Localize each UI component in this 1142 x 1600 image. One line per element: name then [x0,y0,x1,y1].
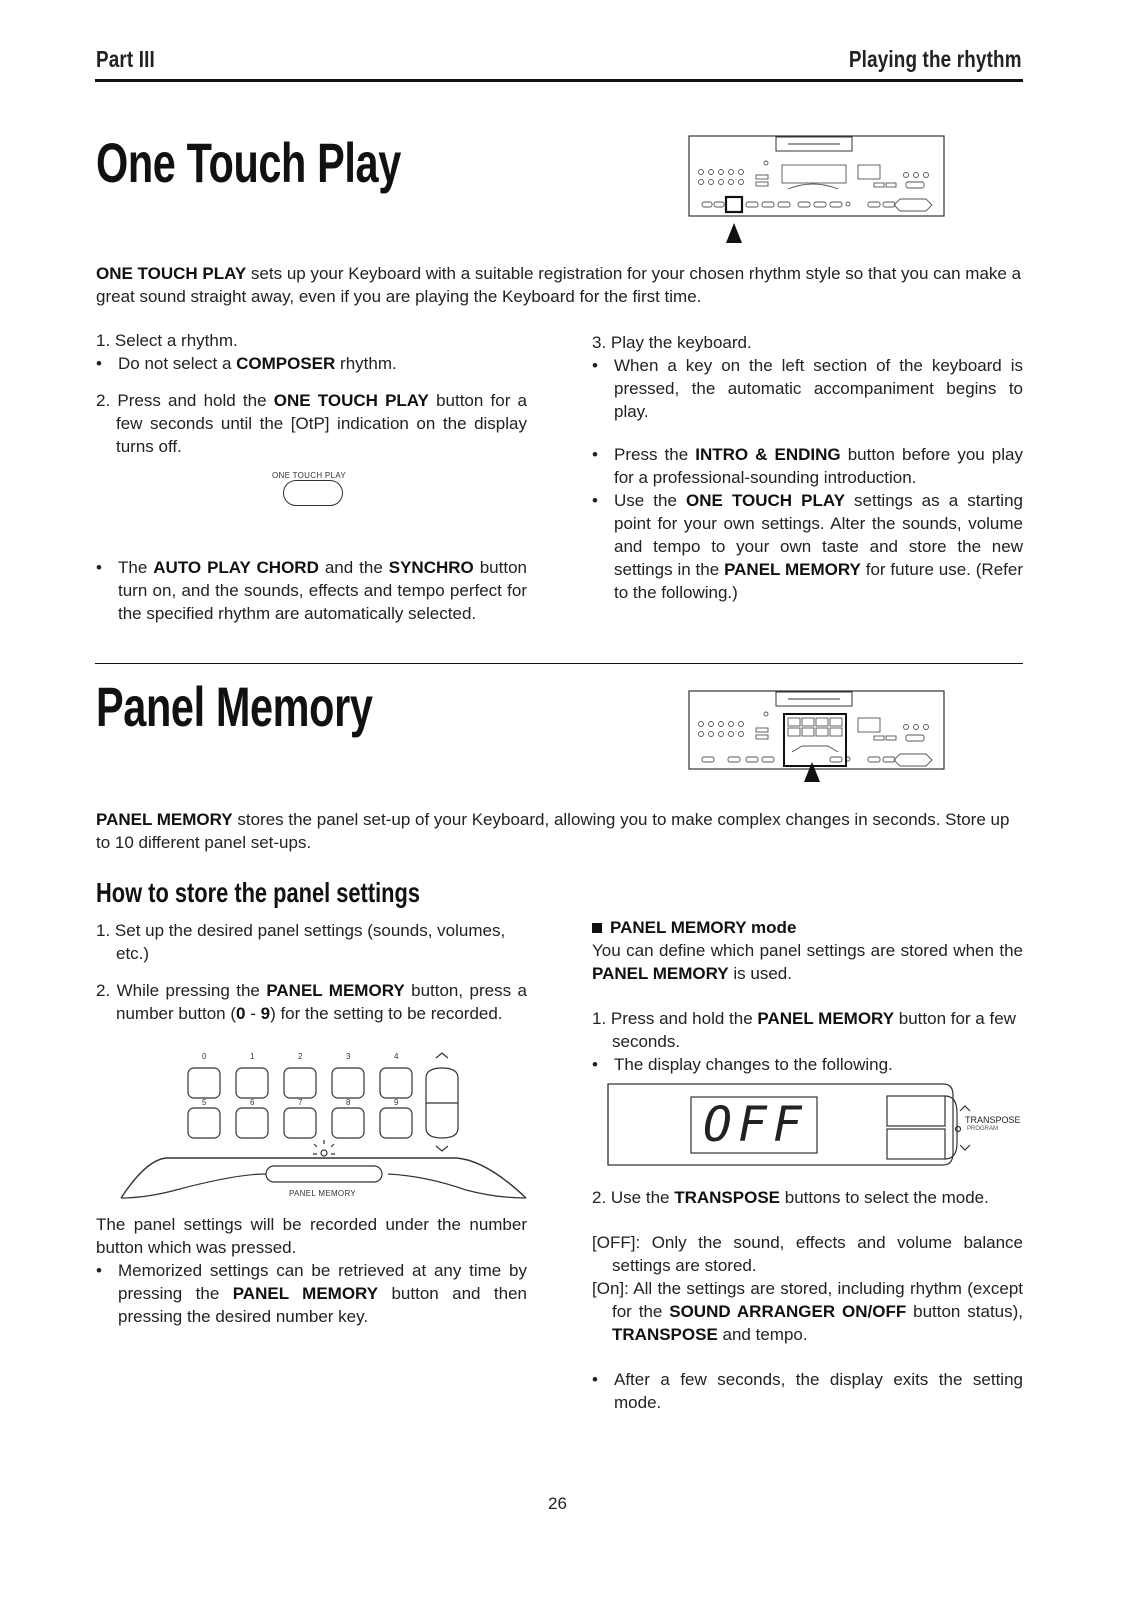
digit-label: 1 [250,1052,255,1061]
exit-note: • After a few seconds, the display exits the setting mode. [592,1370,1023,1412]
digit-label: 0 [202,1052,207,1061]
mode-step-2: 2. Use the TRANSPOSE buttons to select the mode. [592,1188,989,1207]
digit-label: 5 [202,1098,207,1107]
panel-memory-button[interactable] [266,1166,382,1182]
number-button[interactable] [188,1108,220,1138]
panel-memory-left-after [96,1213,527,1328]
panel-memory-left-column [96,919,527,1025]
mode-step-1-note: • The display changes to the following. [592,1055,893,1074]
up-arrow-icon [436,1053,448,1058]
digit-label: 7 [298,1098,303,1107]
digit-label: 8 [346,1098,351,1107]
keyboard-panel-diagram-panel-memory [688,690,948,785]
intro-bold: ONE TOUCH PLAY [96,264,247,283]
number-button[interactable] [284,1068,316,1098]
number-button[interactable] [284,1108,316,1138]
section-label: Playing the rhythm [849,46,1022,72]
one-touch-button-figure [96,458,527,556]
down-arrow-icon [960,1145,970,1150]
panel-memory-intro: PANEL MEMORY stores the panel set-up of your Keyboard, allowing you to make complex changes in seconds. Store up to 10 different panel set-ups. [96,810,1010,852]
one-touch-play-button[interactable] [283,480,343,506]
pm-step-2: 2. While pressing the PANEL MEMORY button, press a number button (0 - 9) for the setting to be recorded. [96,981,528,1023]
step-3: 3. Play the keyboard. [592,333,752,352]
page-number: 26 [548,1494,567,1513]
mode-title: PANEL MEMORY mode [592,916,1023,939]
up-arrow-icon [960,1106,970,1111]
intro-text: sets up your Keyboard with a suitable registration for your chosen rhythm style so that you can make a great sound straight away, even if you are playing the Keyboard for the first time. [96,264,1022,306]
intro-ending-note: • Press the INTRO & ENDING button before you play for a professional-sounding introduction. [592,445,1023,487]
display-outline [607,1083,1027,1173]
step-2: 2. Press and hold the ONE TOUCH PLAY button for a few seconds until the [OtP] indication on the display turns off. [96,391,528,456]
transpose-up-button[interactable] [887,1096,945,1126]
transpose-label: TRANSPOSE [965,1115,1021,1125]
step-1-note: • Do not select a COMPOSER rhythm. [96,354,397,373]
digit-label: 2 [298,1052,303,1061]
keyboard-panel-diagram-one-touch [688,135,948,250]
display-figure [607,1083,1027,1173]
number-button[interactable] [380,1108,412,1138]
mode-description: You can define which panel settings are stored when the PANEL MEMORY is used. [592,941,1023,983]
one-touch-intro [96,262,1026,308]
step-3-note: • When a key on the left section of the keyboard is pressed, the automatic accompaniment begins to play. [592,356,1023,421]
recorded-note: The panel settings will be recorded under the number button which was pressed. [96,1215,527,1257]
one-touch-right-column [592,331,1023,604]
panel-memory-button-label: PANEL MEMORY [289,1189,357,1198]
step-1: 1. Select a rhythm. [96,331,238,350]
number-buttons-figure [96,1050,536,1210]
number-button[interactable] [236,1068,268,1098]
auto-play-note: • The AUTO PLAY CHORD and the SYNCHRO button turn on, and the sounds, effects and tempo perfect for the specified rhythm are automatically selected. [96,558,527,623]
transpose-down-button[interactable] [887,1129,945,1159]
digit-label: 4 [394,1052,399,1061]
mode-on: [On]: All the settings are stored, including rhythm (except for the SOUND ARRANGER ON/OFF button status), TRANSPOSE and tempo. [592,1279,1024,1344]
display-value: OFF [703,1097,808,1153]
number-button[interactable] [332,1068,364,1098]
one-touch-left-column [96,329,527,625]
number-buttons-outline [96,1050,536,1210]
panel-memory-right-column [592,916,1023,1076]
panel-memory-right-after [592,1186,1023,1414]
number-button[interactable] [188,1068,220,1098]
retrieve-note: • Memorized settings can be retrieved at any time by pressing the PANEL MEMORY button and then pressing the desired number key. [96,1261,527,1326]
number-button[interactable] [332,1108,364,1138]
one-touch-button-label: ONE TOUCH PLAY [272,471,346,480]
part-label: Part III [96,46,155,72]
digit-label: 3 [346,1052,351,1061]
header-rule [95,79,1023,82]
mode-off: [OFF]: Only the sound, effects and volume balance settings are stored. [592,1233,1023,1275]
down-arrow-icon [436,1146,448,1151]
page-title: One Touch Play [96,131,401,194]
program-label: PROGRAM [967,1126,999,1132]
digit-label: 6 [250,1098,255,1107]
number-button[interactable] [236,1108,268,1138]
section-title-panel-memory: Panel Memory [96,675,373,738]
mode-step-1: 1. Press and hold the PANEL MEMORY button for a few seconds. [592,1009,1016,1051]
digit-label: 9 [394,1098,399,1107]
square-bullet-icon [592,923,602,933]
section-divider [95,663,1023,664]
number-button[interactable] [380,1068,412,1098]
subsection-title: How to store the panel settings [96,877,421,908]
settings-note: • Use the ONE TOUCH PLAY settings as a starting point for your own settings. Alter the sounds, volume and tempo to your own taste and store the new settings in the PANEL MEMORY for future use. (Refer to the following.) [592,491,1024,602]
pm-step-1: 1. Set up the desired panel settings (sounds, volumes, etc.) [96,921,506,963]
